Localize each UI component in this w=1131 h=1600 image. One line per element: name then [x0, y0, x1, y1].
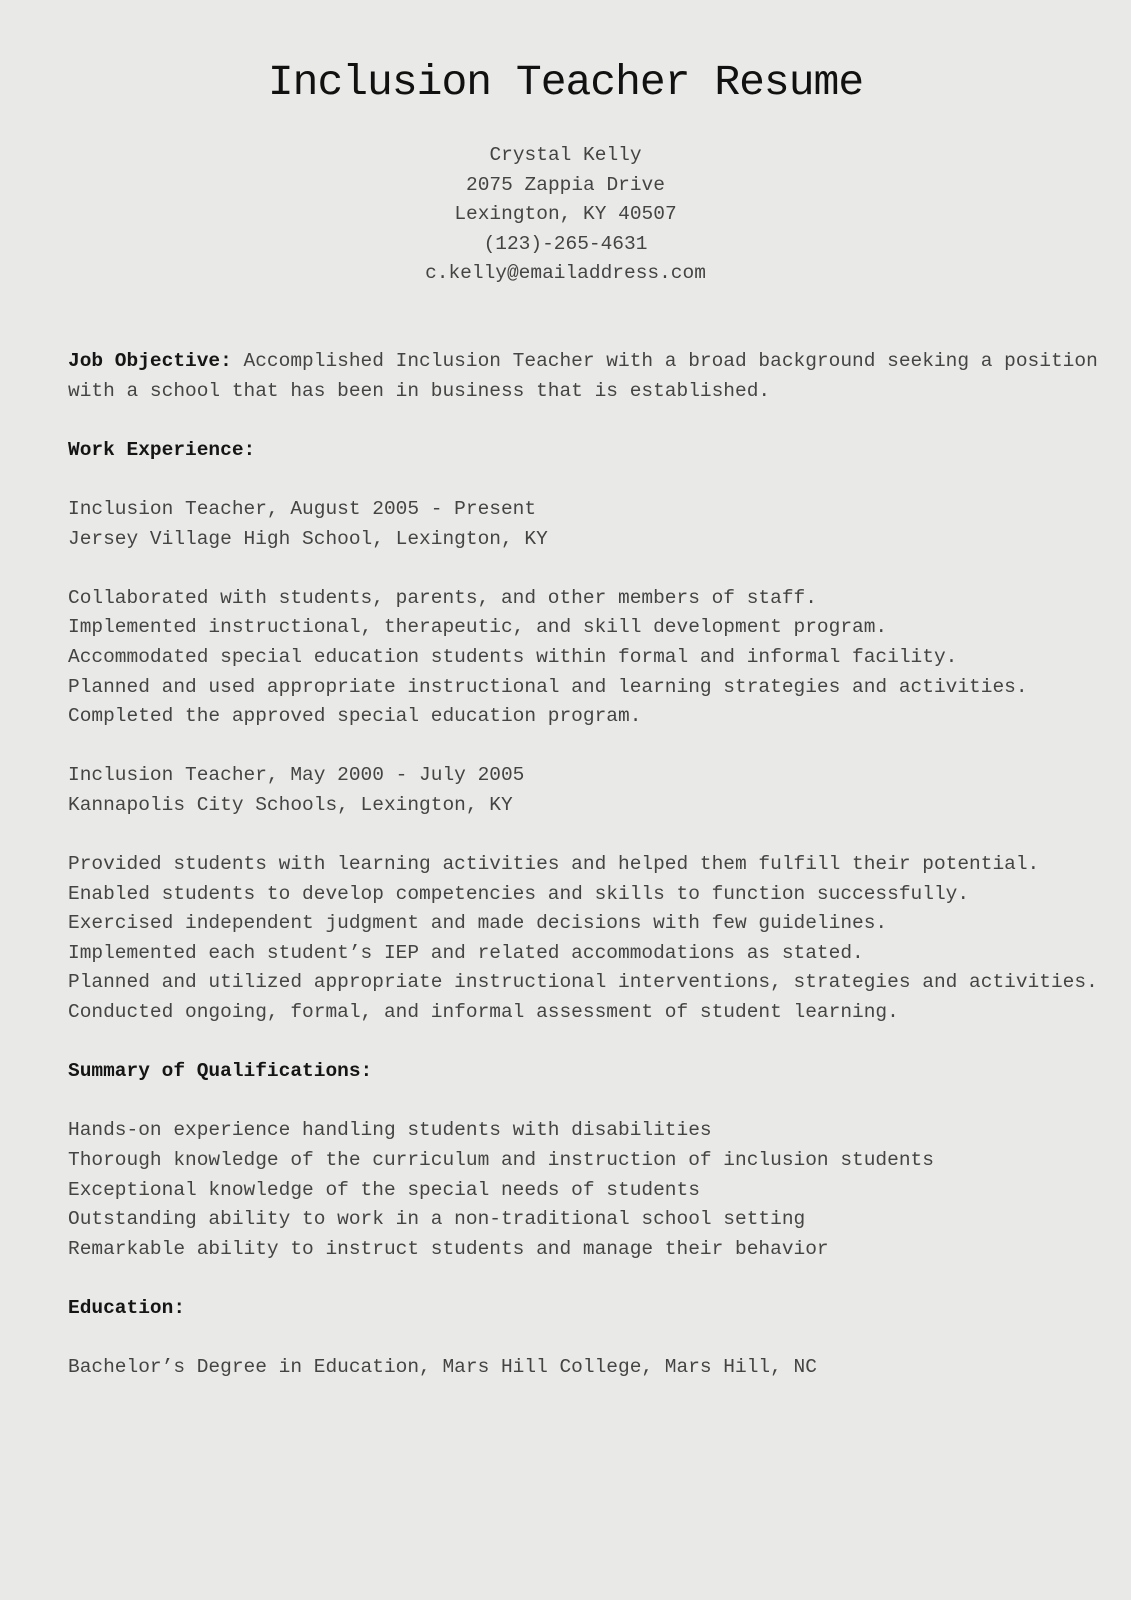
- qualification-item: Remarkable ability to instruct students and manage their behavior: [68, 1237, 829, 1260]
- job-1-duty: Completed the approved special education program.: [68, 705, 642, 728]
- work-experience-heading: Work Experience:: [68, 438, 256, 461]
- qualifications-heading: Summary of Qualifications:: [68, 1060, 373, 1083]
- qualification-item: Exceptional knowledge of the special needs of students: [68, 1178, 700, 1201]
- contact-phone: (123)-265-4631: [483, 232, 648, 255]
- job-1-duty: Collaborated with students, parents, and other members of staff.: [68, 586, 817, 609]
- contact-email: c.kelly@emailaddress.com: [425, 262, 706, 285]
- job-1-duty: Planned and used appropriate instructional and learning strategies and activities.: [68, 675, 1028, 698]
- job-2-duty: Enabled students to develop competencies and skills to function successfully.: [68, 882, 970, 905]
- page-title: Inclusion Teacher Resume: [267, 58, 864, 107]
- resume-body: [68, 347, 1108, 1383]
- job-1-duty: Implemented instructional, therapeutic, and skill development program.: [68, 616, 888, 639]
- objective-label: Job Objective:: [68, 350, 232, 372]
- job-2-duty: Planned and utilized appropriate instructional interventions, strategies and activities.: [68, 971, 1098, 994]
- job-2-employer: Kannapolis City Schools, Lexington, KY: [68, 793, 513, 816]
- contact-name: Crystal Kelly: [489, 144, 642, 166]
- job-2-title: Inclusion Teacher, May 2000 - July 2005: [68, 764, 525, 787]
- job-2-duty: Exercised independent judgment and made decisions with few guidelines.: [68, 912, 888, 935]
- job-1-employer: Jersey Village High School, Lexington, KY: [68, 527, 548, 550]
- job-1-duty: Accommodated special education students within formal and informal facility.: [68, 645, 958, 668]
- objective-line-2: with a school that has been in business that is established.: [68, 379, 771, 402]
- education-degree: Bachelor’s Degree in Education, Mars Hill College, Mars Hill, NC: [68, 1356, 817, 1379]
- job-2-duty: Provided students with learning activities and helped them fulfill their potential.: [68, 853, 1040, 876]
- contact-block: [0, 141, 1131, 289]
- job-1-title: Inclusion Teacher, August 2005 - Present: [68, 497, 537, 520]
- qualification-item: Thorough knowledge of the curriculum and instruction of inclusion students: [68, 1149, 934, 1172]
- job-2-duty: Implemented each student’s IEP and related accommodations as stated.: [68, 941, 864, 964]
- job-2-duty: Conducted ongoing, formal, and informal assessment of student learning.: [68, 1001, 899, 1024]
- objective-line-1: [68, 347, 1108, 377]
- contact-street: 2075 Zappia Drive: [466, 173, 665, 196]
- contact-city: Lexington, KY 40507: [454, 203, 677, 226]
- qualification-item: Hands-on experience handling students with disabilities: [68, 1119, 712, 1142]
- objective-text-1: Accomplished Inclusion Teacher with a broad background seeking a position: [231, 350, 1098, 372]
- education-heading: Education:: [68, 1297, 186, 1319]
- qualification-item: Outstanding ability to work in a non-traditional school setting: [68, 1208, 806, 1231]
